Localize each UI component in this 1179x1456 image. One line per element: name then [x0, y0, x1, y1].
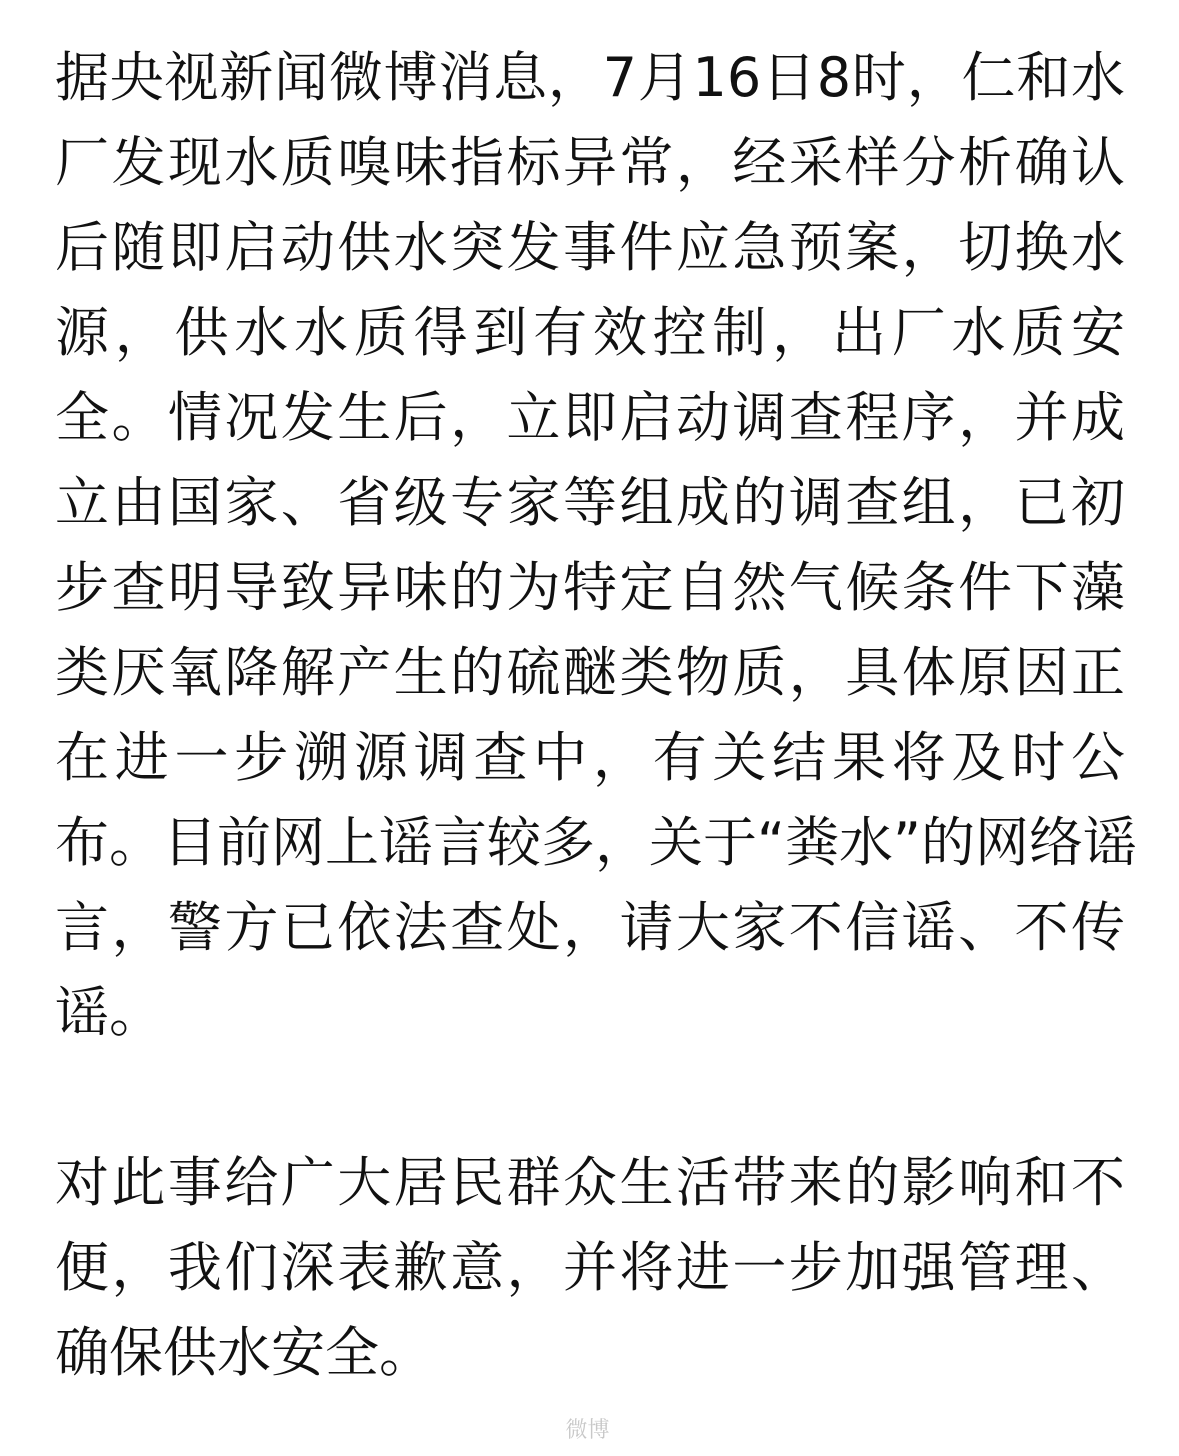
text-line: 对此事给广大居民群众生活带来的影响和不 — [55, 1151, 1125, 1214]
text-line: 步查明导致异味的为特定自然气候条件下藻 — [55, 556, 1125, 619]
text-line: 类厌氧降解产生的硫醚类物质，具体原因正 — [55, 641, 1125, 704]
text-line: 布。目前网上谣言较多，关于“粪水”的网络谣 — [55, 811, 1137, 874]
text-line: 源，供水水质得到有效控制，出厂水质安 — [55, 301, 1125, 364]
text-line: 谣。 — [55, 981, 163, 1044]
text-line: 确保供水安全。 — [55, 1321, 433, 1384]
weibo-watermark: 微博 — [565, 1418, 610, 1443]
text-line: 厂发现水质嗅味指标异常，经采样分析确认 — [55, 131, 1125, 194]
text-line: 全。情况发生后，立即启动调查程序，并成 — [55, 386, 1125, 449]
text-line: 便，我们深表歉意，并将进一步加强管理、 — [55, 1236, 1125, 1299]
text-line: 据央视新闻微博消息，7月16日8时，仁和水 — [55, 46, 1125, 109]
text-line: 后随即启动供水突发事件应急预案，切换水 — [55, 216, 1125, 279]
text-line: 立由国家、省级专家等组成的调查组，已初 — [55, 471, 1125, 534]
text-line: 言，警方已依法查处，请大家不信谣、不传 — [55, 896, 1125, 959]
text-line: 在进一步溯源调查中，有关结果将及时公 — [55, 726, 1125, 789]
